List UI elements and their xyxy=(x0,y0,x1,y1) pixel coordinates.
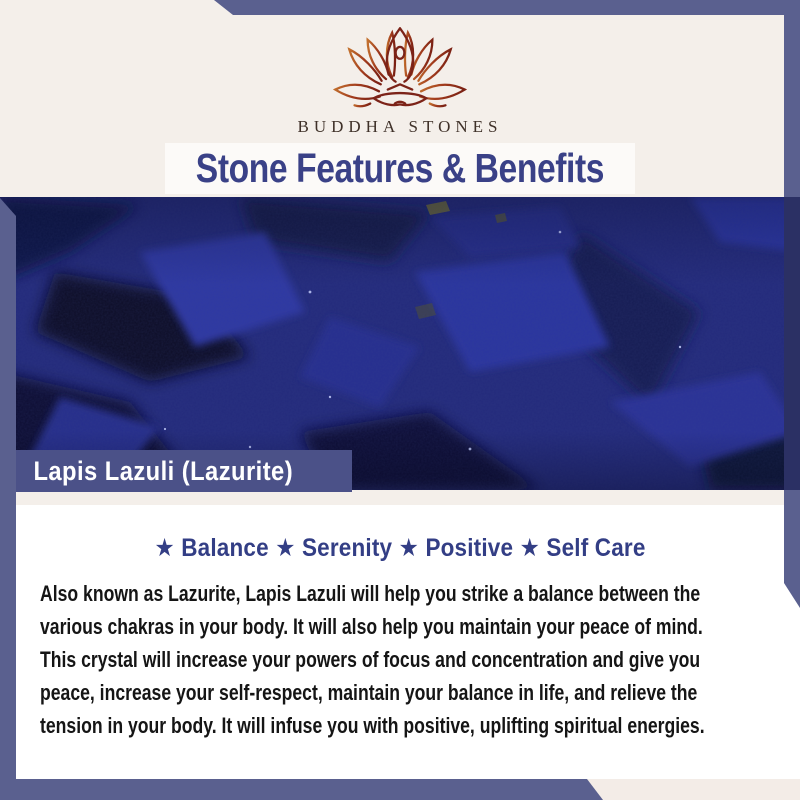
page-title: Stone Features & Benefits xyxy=(195,145,605,191)
frame-right-bar-over-photo xyxy=(784,197,800,490)
lotus-meditation-logo-icon xyxy=(330,22,470,116)
description-paragraph xyxy=(40,577,792,742)
stone-name-band xyxy=(0,450,352,492)
frame-left-bar xyxy=(0,198,16,800)
frame-bottom-bar xyxy=(0,779,603,800)
paragraph-line: Also known as Lazurite, Lapis Lazuli will help you strike a balance between the xyxy=(40,581,701,606)
paragraph-line: peace, increase your self-respect, maintain your balance in life, and relieve the xyxy=(40,680,698,705)
paragraph-line: various chakras in your body. It will also help you maintain your peace of mind. xyxy=(40,614,703,639)
frame-bottom-right-corner xyxy=(587,779,800,800)
stone-name-label: Lapis Lazuli (Lazurite) xyxy=(33,455,294,486)
paragraph-line: This crystal will increase your powers of focus and concentration and give you xyxy=(40,647,701,672)
frame-top-bar xyxy=(0,0,800,15)
paragraph-line: tension in your body. It will infuse you with positive, uplifting spiritual energies. xyxy=(40,713,705,738)
brand-name: BUDDHA STONES xyxy=(297,117,503,136)
frame-right-bar-top xyxy=(784,0,800,198)
header-band xyxy=(165,143,635,194)
benefits-row: ★ Balance ★ Serenity ★ Positive ★ Self Care xyxy=(154,534,646,562)
lapis-stone-photo xyxy=(0,197,800,490)
